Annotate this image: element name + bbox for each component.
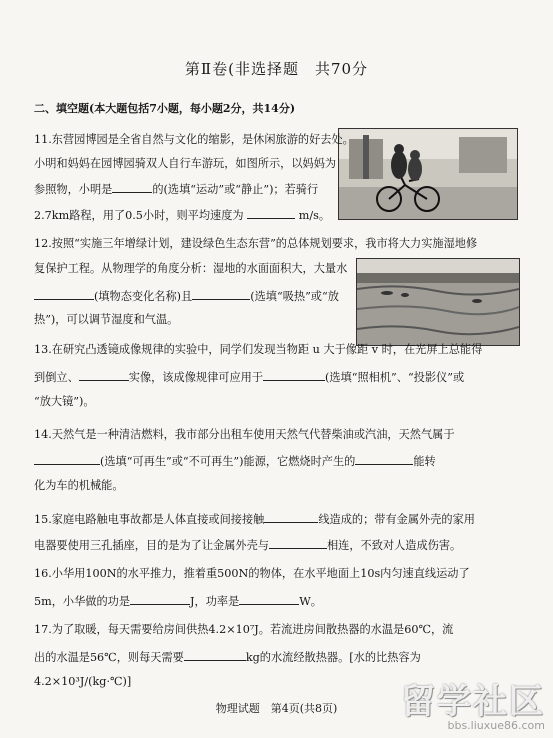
answer-blank[interactable] [112, 181, 152, 193]
page-footer: 物理试题 第4页(共8页) [215, 702, 338, 715]
q16-text-a: 5m，小华做的功是 [34, 595, 131, 608]
answer-blank[interactable] [192, 288, 250, 300]
bicycle-photo [338, 128, 518, 220]
q12-line4: 热”)，可以调节湿度和气温。 [34, 313, 179, 326]
answer-blank[interactable] [239, 593, 299, 605]
q13-line3: “放大镜”)。 [34, 395, 95, 408]
q12-line3 [34, 288, 339, 304]
page-title: 第Ⅱ卷(非选择题 共70分 [184, 60, 369, 78]
q16-text-c: W。 [299, 595, 322, 608]
q14-line2 [34, 453, 436, 469]
answer-blank[interactable] [34, 453, 100, 465]
q13-text-a: 到倒立、 [34, 371, 79, 384]
q15-text-d: 相连，不致对人造成伤害。 [326, 539, 462, 552]
answer-blank[interactable] [34, 288, 94, 300]
wetland-photo [356, 258, 520, 346]
q14-text-a: (选填“可再生”或“不可再生”)能源，它燃烧时产生的 [100, 455, 356, 468]
q11-line3 [34, 181, 318, 197]
q15-text-a: 15.家庭电路触电事故都是人体直接或间接接触 [34, 513, 265, 526]
answer-blank[interactable] [247, 207, 295, 219]
q12-line2: 复保护工程。从物理学的角度分析：湿地的水面面积大，大量水 [34, 262, 348, 275]
q15-text-c: 电器要使用三孔插座，目的是为了让金属外壳与 [34, 539, 269, 552]
wetland-illustration [357, 259, 519, 345]
bicycle-illustration [339, 129, 517, 219]
q16-line2 [34, 593, 322, 609]
q17-line3: 4.2×10³J/(kg·℃)] [34, 675, 132, 688]
q11-text-d: m/s。 [298, 209, 331, 222]
q11-line4 [34, 207, 330, 223]
q11-text-c: 2.7km路程，用了0.5小时，则平均速度为 [34, 209, 244, 222]
q12-line1: 12.按照“实施三年增绿计划，建设绿色生态东营”的总体规划要求，我市将大力实施湿地修 [34, 237, 478, 250]
q15-line1 [34, 511, 475, 527]
q13-line2 [34, 369, 464, 385]
section-heading: 二、填空题(本大题包括7小题，每小题2分，共14分) [34, 102, 296, 115]
q17-line2 [34, 649, 421, 665]
q12-text-b: (选填“吸热”或“放 [250, 290, 339, 303]
q15-text-b: 线造成的；带有金属外壳的家用 [318, 513, 475, 526]
answer-blank[interactable] [264, 511, 318, 523]
q14-text-b: 能转 [413, 455, 436, 468]
watermark-logo: 留学社区 [401, 682, 545, 722]
q17-text-b: kg的水流经散热器。[水的比热容为 [245, 651, 421, 664]
q13-text-c: (选填“照相机”、“投影仪”或 [325, 371, 465, 384]
q12-text-a: (填物态变化名称)且 [94, 290, 193, 303]
q13-line1: 13.在研究凸透镜成像规律的实验中，同学们发现当物距 u 大于像距 v 时，在光屏上总能得 [34, 343, 483, 356]
q14-line1: 14.天然气是一种清洁燃料，我市部分出租车使用天然气代替柴油或汽油，天然气属于 [34, 428, 455, 441]
q17-line1: 17.为了取暖，每天需要给房间供热4.2×10⁷J。若流进房间散热器的水温是60℃，流 [34, 623, 454, 636]
answer-blank[interactable] [79, 369, 129, 381]
answer-blank[interactable] [355, 453, 413, 465]
q15-line2 [34, 537, 461, 553]
q17-text-a: 出的水温是56℃，则每天需要 [34, 651, 184, 664]
q16-text-b: J，功率是 [190, 595, 240, 608]
answer-blank[interactable] [130, 593, 190, 605]
answer-blank[interactable] [263, 369, 325, 381]
q11-line1: 11.东营园博园是全省自然与文化的缩影，是休闲旅游的好去处。 [34, 133, 354, 146]
q11-line2: 小明和妈妈在园博园骑双人自行车游玩，如图所示，以妈妈为 [34, 157, 337, 170]
site-watermark [401, 674, 545, 732]
answer-blank[interactable] [184, 649, 246, 661]
answer-blank[interactable] [269, 537, 327, 549]
watermark-url: bbs.liuxue86.com [447, 719, 545, 732]
q14-line3: 化为车的机械能。 [34, 479, 124, 492]
q11-text-b: 的(选填“运动”或“静止”)；若骑行 [152, 183, 319, 196]
q13-text-b: 实像，该成像规律可应用于 [128, 371, 264, 384]
q11-text-a: 参照物，小明是 [34, 183, 113, 196]
q16-line1: 16.小华用100N的水平推力，推着重500N的物体，在水平地面上10s内匀速直线运动了 [34, 567, 470, 580]
